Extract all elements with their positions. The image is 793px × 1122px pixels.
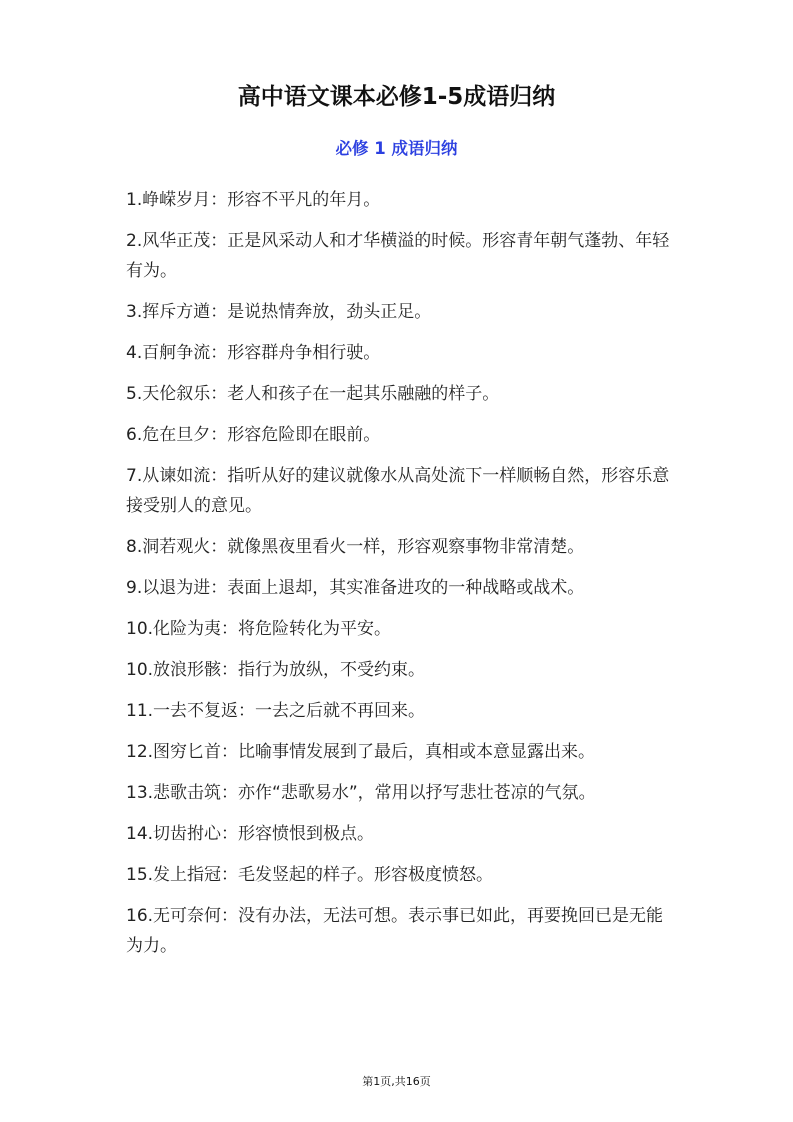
page-footer: 第1页,共16页 (362, 1075, 431, 1088)
idiom-entry: 2.风华正茂：正是风采动人和才华横溢的时候。形容青年朝气蓬勃、年轻有为。 (126, 231, 670, 281)
idiom-entry: 10.化险为夷：将危险转化为平安。 (126, 619, 392, 639)
idiom-entry: 7.从谏如流：指听从好的建议就像水从高处流下一样顺畅自然，形容乐意接受别人的意见。 (126, 466, 670, 516)
idiom-entry: 9.以退为进：表面上退却，其实准备进攻的一种战略或战术。 (126, 578, 585, 598)
idiom-entry: 13.悲歌击筑：亦作“悲歌易水”，常用以抒写悲壮苍凉的气氛。 (126, 783, 596, 803)
idiom-entry: 5.天伦叙乐：老人和孩子在一起其乐融融的样子。 (126, 384, 500, 404)
idiom-list (126, 185, 674, 972)
idiom-entry: 1.峥嵘岁月：形容不平凡的年月。 (126, 190, 381, 210)
idiom-entry: 10.放浪形骸：指行为放纵，不受约束。 (126, 660, 426, 680)
idiom-entry: 12.图穷匕首：比喻事情发展到了最后，真相或本意显露出来。 (126, 742, 596, 762)
document-title: 高中语文课本必修1-5成语归纳 (237, 84, 556, 110)
idiom-entry: 8.洞若观火：就像黑夜里看火一样，形容观察事物非常清楚。 (126, 537, 585, 557)
idiom-entry: 15.发上指冠：毛发竖起的样子。形容极度愤怒。 (126, 865, 494, 885)
section-title: 必修 1 成语归纳 (335, 139, 458, 158)
idiom-entry: 3.挥斥方遒：是说热情奔放，劲头正足。 (126, 302, 432, 322)
idiom-entry: 14.切齿拊心：形容愤恨到极点。 (126, 824, 375, 844)
idiom-entry: 11.一去不复返：一去之后就不再回来。 (126, 701, 426, 721)
idiom-entry: 6.危在旦夕：形容危险即在眼前。 (126, 425, 381, 445)
idiom-entry: 4.百舸争流：形容群舟争相行驶。 (126, 343, 381, 363)
idiom-entry: 16.无可奈何：没有办法，无法可想。表示事已如此，再要挽回已是无能为力。 (126, 906, 664, 956)
